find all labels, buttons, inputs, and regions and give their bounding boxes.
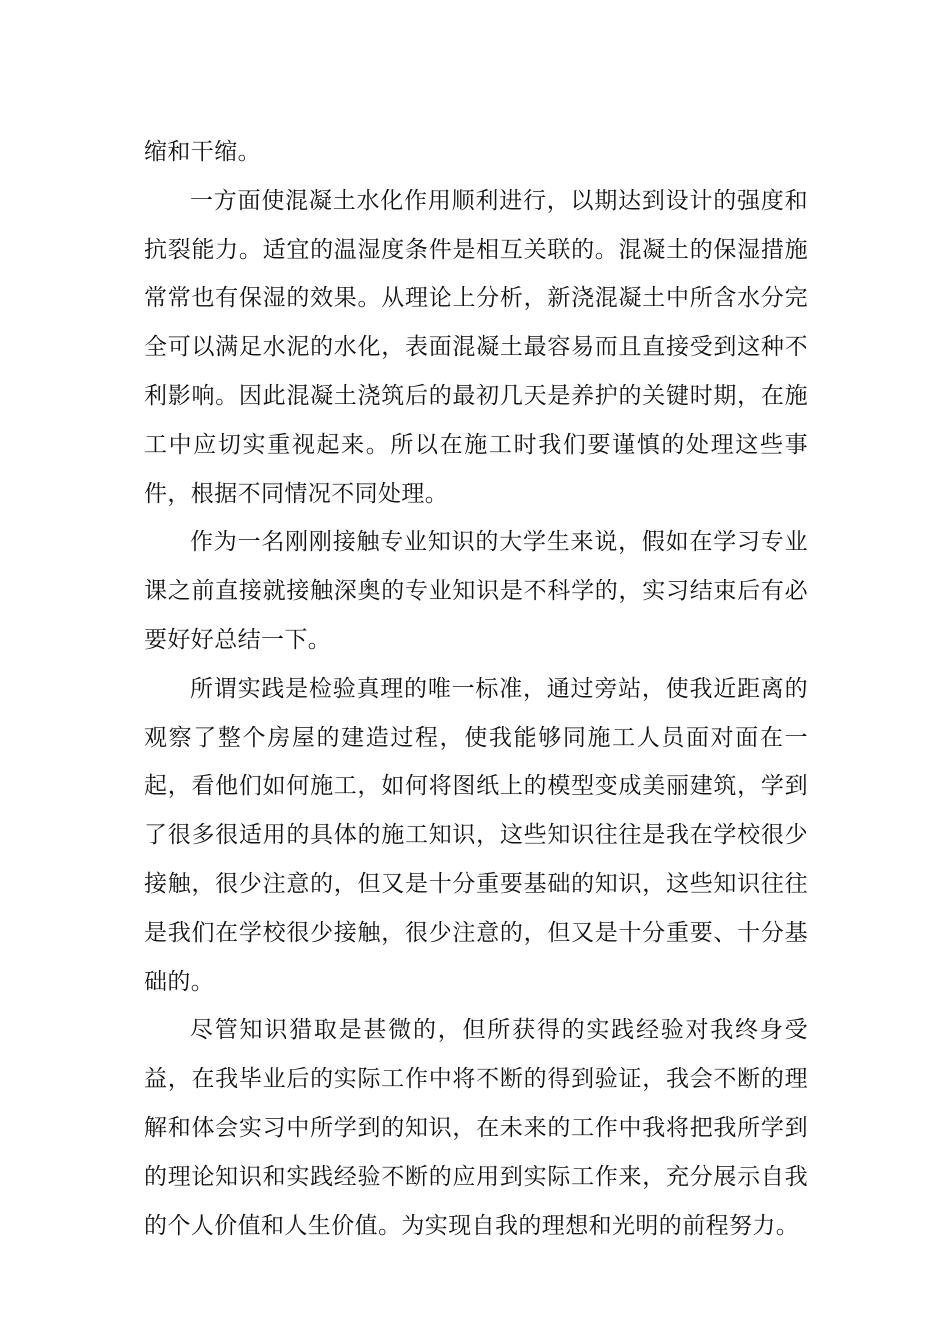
document-body [144, 128, 808, 1250]
paragraph-practice: 所谓实践是检验真理的唯一标准，通过旁站，使我近距离的观察了整个房屋的建造过程，使我能够同施工人员面对面在一起，看他们如何施工，如何将图纸上的模型变成美丽建筑，学到了很多很适用的具体的施工知识，这些知识往往是我在学校很少接触，很少注意的，但又是十分重要基础的知识，这些知识往往是我们在学校很少接触，很少注意的，但又是十分重要、十分基础的。 [144, 675, 808, 995]
paragraph-student: 作为一名刚刚接触专业知识的大学生来说，假如在学习专业课之前直接就接触深奥的专业知识是不科学的，实习结束后有必要好好总结一下。 [144, 529, 808, 653]
paragraph-curing: 一方面使混凝土水化作用顺利进行，以期达到设计的强度和抗裂能力。适宜的温湿度条件是相互关联的。混凝土的保湿措施常常也有保湿的效果。从理论上分析，新浇混凝土中所含水分完全可以满足水泥的水化，表面混凝土最容易而且直接受到这种不利影响。因此混凝土浇筑后的最初几天是养护的关键时期，在施工中应切实重视起来。所以在施工时我们要谨慎的处理这些事件，根据不同情况不同处理。 [144, 187, 808, 507]
paragraph-conclusion: 尽管知识猎取是甚微的，但所获得的实践经验对我终身受益，在我毕业后的实际工作中将不断的得到验证，我会不断的理解和体会实习中所学到的知识，在未来的工作中我将把我所学到的理论知识和实践经验不断的应用到实际工作来，充分展示自我的个人价值和人生价值。为实现自我的理想和光明的前程努力。 [144, 1017, 808, 1239]
paragraph-continuation: 缩和干缩。 [144, 139, 261, 165]
